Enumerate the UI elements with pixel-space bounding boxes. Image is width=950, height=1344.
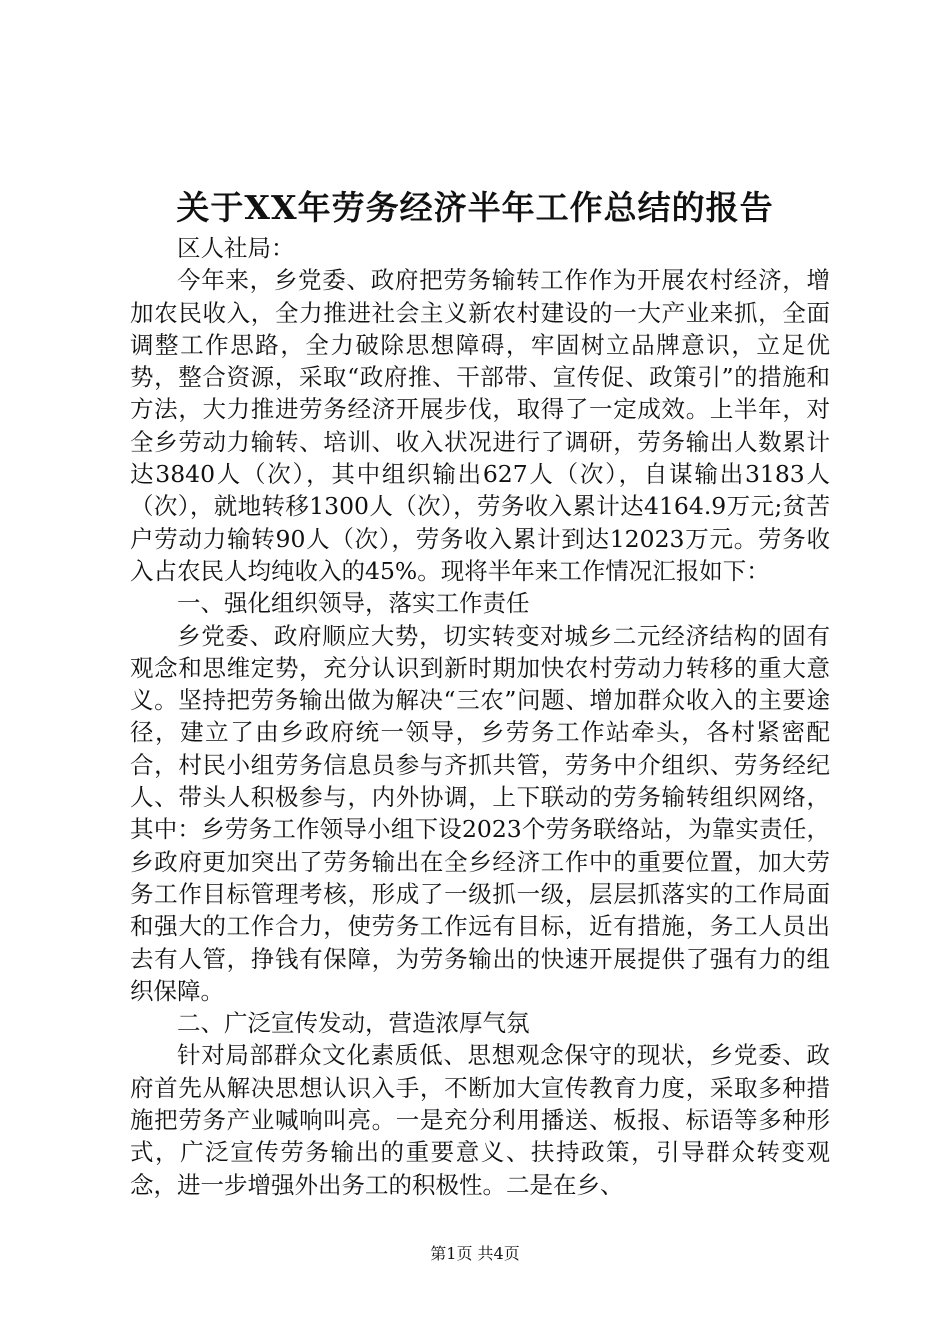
paragraph-section-1: 乡党委、政府顺应大势，切实转变对城乡二元经济结构的固有观念和思维定势，充分认识到新时期加快农村劳动力转移的重大意义。坚持把劳务输出做为解决“三农”问题、增加群众收入的主要途径，建立了由乡政府统一领导，乡劳务工作站牵头，各村紧密配合，村民小组劳务信息员参与齐抓共管，劳务中介组织、劳务经纪人、带头人积极参与，内外协调，上下联动的劳务输转组织网络，其中：乡劳务工作领导小组下设2023个劳务联络站，为靠实责任，乡政府更加突出了劳务输出在全乡经济工作中的重要位置，加大劳务工作目标管理考核，形成了一级抓一级，层层抓落实的工作局面和强大的工作合力，使劳务工作远有目标，近有措施，务工人员出去有人管，挣钱有保障，为劳务输出的快速开展提供了强有力的组织保障。 (130, 621, 830, 1005)
section-heading-2: 二、广泛宣传发动，营造浓厚气氛 (177, 1009, 530, 1038)
paragraph-section-2: 针对局部群众文化素质低、思想观念保守的现状，乡党委、政府首先从解决思想认识入手，不断加大宣传教育力度，采取多种措施把劳务产业喊响叫亮。一是充分利用播送、板报、标语等多种形式，广泛宣传劳务输出的重要意义、扶持政策，引导群众转变观念，进一步增强外出务工的积极性。二是在乡、 (130, 1041, 830, 1199)
paragraph-intro: 今年来，乡党委、政府把劳务输转工作作为开展农村经济，增加农民收入，全力推进社会主义新农村建设的一大产业来抓，全面调整工作思路，全力破除思想障碍，牢固树立品牌意识，立足优势，整合资源，采取“政府推、干部带、宣传促、政策引”的措施和方法，大力推进劳务经济开展步伐，取得了一定成效。上半年，对全乡劳动力输转、培训、收入状况进行了调研，劳务输出人数累计达3840人（次），其中组织输出627人（次），自谋输出3183人（次），就地转移1300人（次），劳务收入累计达4164.9万元;贫苦户劳动力输转90人（次），劳务收入累计到达12023万元。劳务收入占农民人均纯收入的45%。现将半年来工作情况汇报如下： (130, 266, 830, 585)
salutation: 区人社局： (177, 234, 295, 262)
page-number-footer: 第1页 共4页 (430, 1244, 520, 1263)
document-body (130, 232, 830, 1201)
section-heading-1: 一、强化组织领导，落实工作责任 (177, 589, 530, 618)
document-title: 关于XX年劳务经济半年工作总结的报告 (176, 188, 774, 227)
